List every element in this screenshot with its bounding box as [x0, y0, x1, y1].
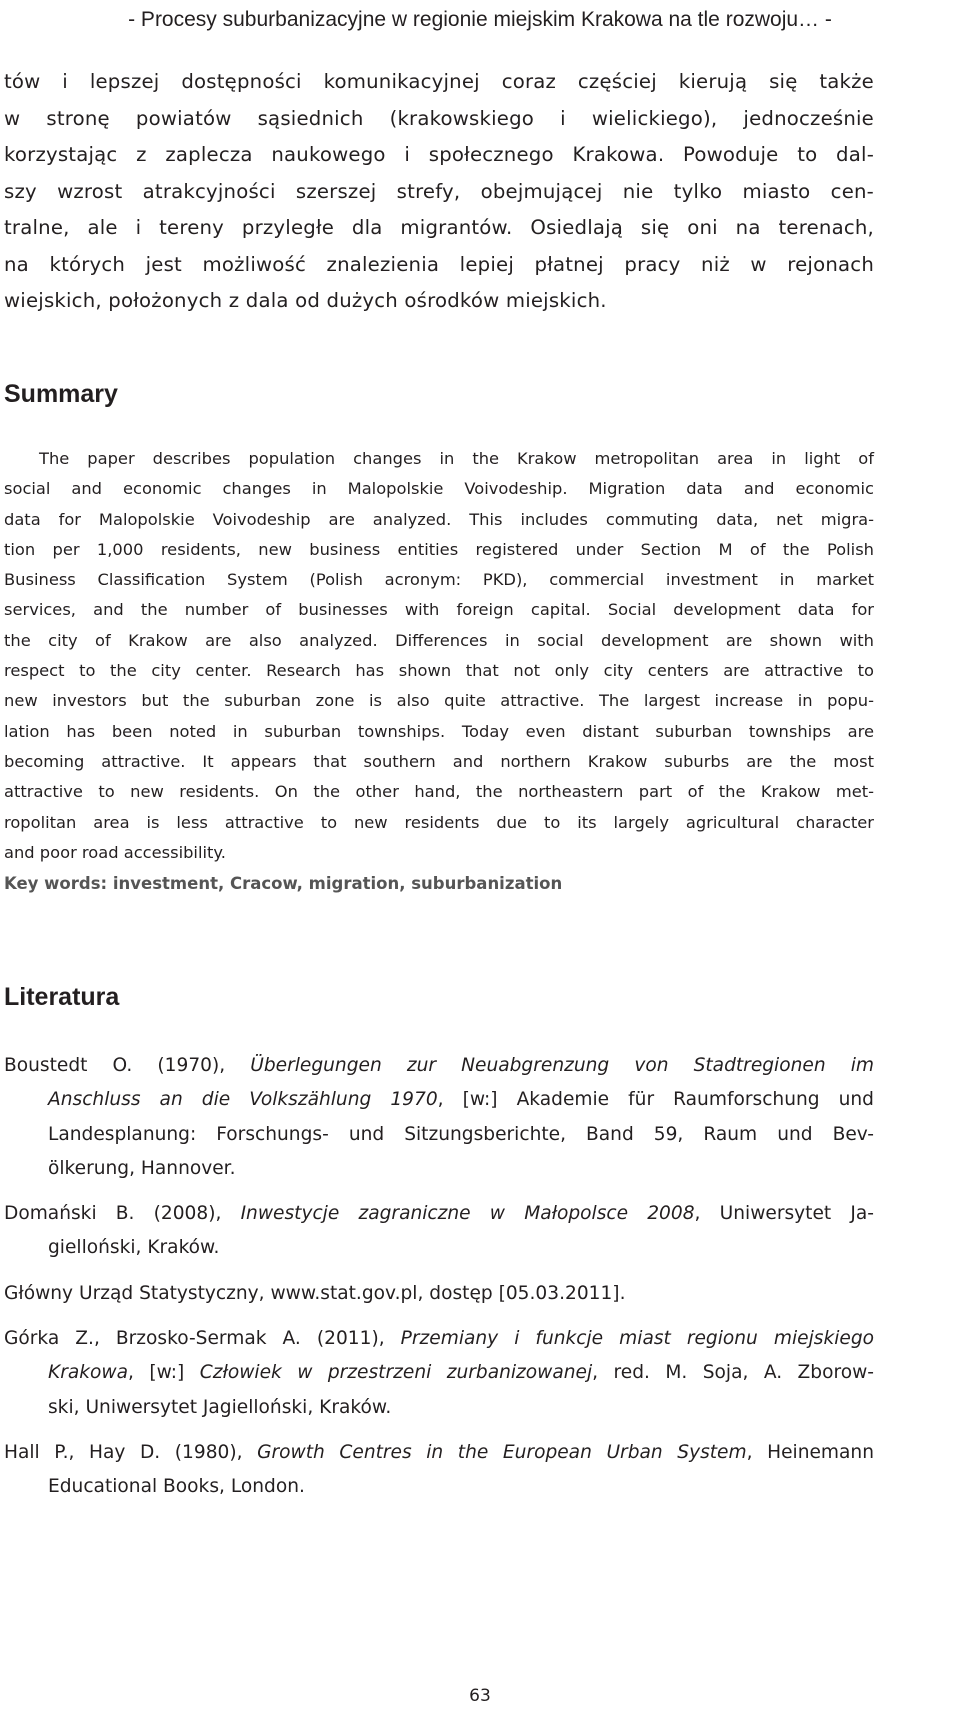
reference-line	[4, 1470, 874, 1504]
reference-title-text: Przemiany i funkcje miast regionu miejskiego	[400, 1328, 875, 1350]
reference-line	[4, 1083, 874, 1117]
reference-item	[4, 1322, 874, 1425]
intro-line: tralne, ale i tereny przyległe dla migrantów. Osiedlają się oni na terenach,	[4, 216, 874, 239]
reference-text: ski, Uniwersytet Jagielloński, Kraków.	[48, 1396, 392, 1418]
reference-text: , Heinemann	[746, 1441, 874, 1463]
summary-line: data for Malopolskie Voivodeship are analyzed. This includes commuting data, net migra-	[4, 509, 874, 529]
reference-text: Hall P., Hay D. (1980),	[4, 1441, 258, 1463]
summary-line: lation has been noted in suburban townships. Today even distant suburban townships are	[4, 721, 874, 741]
summary-line: and poor road accessibility.	[4, 842, 226, 862]
summary-line: the city of Krakow are also analyzed. Differences in social development are shown with	[4, 630, 874, 650]
reference-item	[4, 1277, 874, 1311]
literature-heading: Literatura	[4, 983, 120, 1011]
summary-line: services, and the number of businesses with foreign capital. Social development data for	[4, 600, 874, 620]
reference-text: , Uniwersytet Ja-	[694, 1203, 874, 1225]
intro-line: na których jest możliwość znalezienia lepiej płatnej pracy niż w rejonach	[4, 252, 874, 276]
intro-line: tów i lepszej dostępności komunikacyjnej coraz częściej kierują się także	[4, 70, 874, 93]
reference-title-text: Człowiek w przestrzeni zurbanizowanej	[199, 1362, 593, 1384]
reference-line	[4, 1391, 874, 1425]
reference-line	[4, 1049, 874, 1083]
intro-line: w stronę powiatów sąsiednich (krakowskiego i wielickiego), jednocześnie	[4, 106, 874, 130]
reference-line	[4, 1197, 874, 1231]
keywords-line: Key words: investment, Cracow, migration, suburbanization	[4, 874, 563, 893]
reference-text: , [w:]	[127, 1362, 200, 1384]
page-number: 63	[469, 1686, 491, 1706]
summary-line: ropolitan area is less attractive to new residents due to its largely agricultural character	[4, 812, 874, 832]
reference-text: Boustedt O. (1970),	[4, 1055, 251, 1076]
reference-list	[4, 1049, 874, 1516]
reference-line	[4, 1152, 874, 1186]
reference-text: ölkerung, Hannover.	[48, 1157, 236, 1179]
summary-line: Business Classification System (Polish acronym: PKD), commercial investment in market	[4, 570, 874, 590]
reference-item	[4, 1049, 874, 1186]
reference-line	[4, 1322, 874, 1356]
intro-line: korzystając z zaplecza naukowego i społecznego Krakowa. Powoduje to dal-	[4, 143, 874, 166]
reference-text: , [w:] Akademie für Raumforschung und	[437, 1089, 874, 1111]
running-header: - Procesy suburbanizacyjne w regionie miejskim Krakowa na tle rozwoju… -	[128, 8, 832, 31]
summary-line: tion per 1,000 residents, new business entities registered under Section M of the Polish	[4, 539, 874, 559]
summary-line: social and economic changes in Malopolskie Voivodeship. Migration data and economic	[4, 479, 874, 499]
reference-text: gielloński, Kraków.	[48, 1237, 220, 1259]
reference-title-text: Inwestycje zagraniczne w Małopolsce 2008	[240, 1203, 695, 1225]
reference-line	[4, 1118, 874, 1152]
reference-title-text: Krakowa	[48, 1362, 128, 1384]
reference-text: Główny Urząd Statystyczny, www.stat.gov.pl, dostęp [05.03.2011].	[4, 1282, 626, 1304]
intro-paragraph	[4, 64, 874, 320]
reference-text: Domański B. (2008),	[4, 1203, 241, 1225]
summary-line: new investors but the suburban zone is also quite attractive. The largest increase in popu-	[4, 691, 874, 711]
reference-text: Górka Z., Brzosko-Sermak A. (2011),	[4, 1328, 401, 1350]
reference-item	[4, 1436, 874, 1505]
reference-line	[4, 1231, 874, 1265]
reference-title-text: Growth Centres in the European Urban System	[257, 1441, 747, 1463]
summary-line: The paper describes population changes in the Krakow metropolitan area in light of	[39, 449, 874, 468]
summary-line: respect to the city center. Research has shown that not only city centers are attractive to	[4, 661, 874, 681]
summary-paragraph	[4, 444, 874, 868]
reference-text: Educational Books, London.	[48, 1476, 305, 1498]
reference-line	[4, 1277, 874, 1311]
reference-text: , red. M. Soja, A. Zborow-	[592, 1362, 874, 1384]
summary-line: attractive to new residents. On the other hand, the northeastern part of the Krakow met-	[4, 782, 874, 802]
reference-line	[4, 1436, 874, 1470]
reference-text: Landesplanung: Forschungs- und Sitzungsberichte, Band 59, Raum und Bev-	[48, 1123, 874, 1145]
intro-line: wiejskich, położonych z dala od dużych ośrodków miejskich.	[4, 289, 607, 312]
intro-line: szy wzrost atrakcyjności szerszej strefy, obejmującej nie tylko miasto cen-	[4, 179, 874, 203]
reference-title-text: Überlegungen zur Neuabgrenzung von Stadtregionen im	[250, 1055, 874, 1076]
summary-line: becoming attractive. It appears that southern and northern Krakow suburbs are the most	[4, 751, 874, 771]
summary-heading: Summary	[4, 380, 118, 408]
reference-line	[4, 1356, 874, 1390]
reference-title-text: Anschluss an die Volkszählung 1970	[48, 1089, 438, 1111]
reference-item	[4, 1197, 874, 1266]
